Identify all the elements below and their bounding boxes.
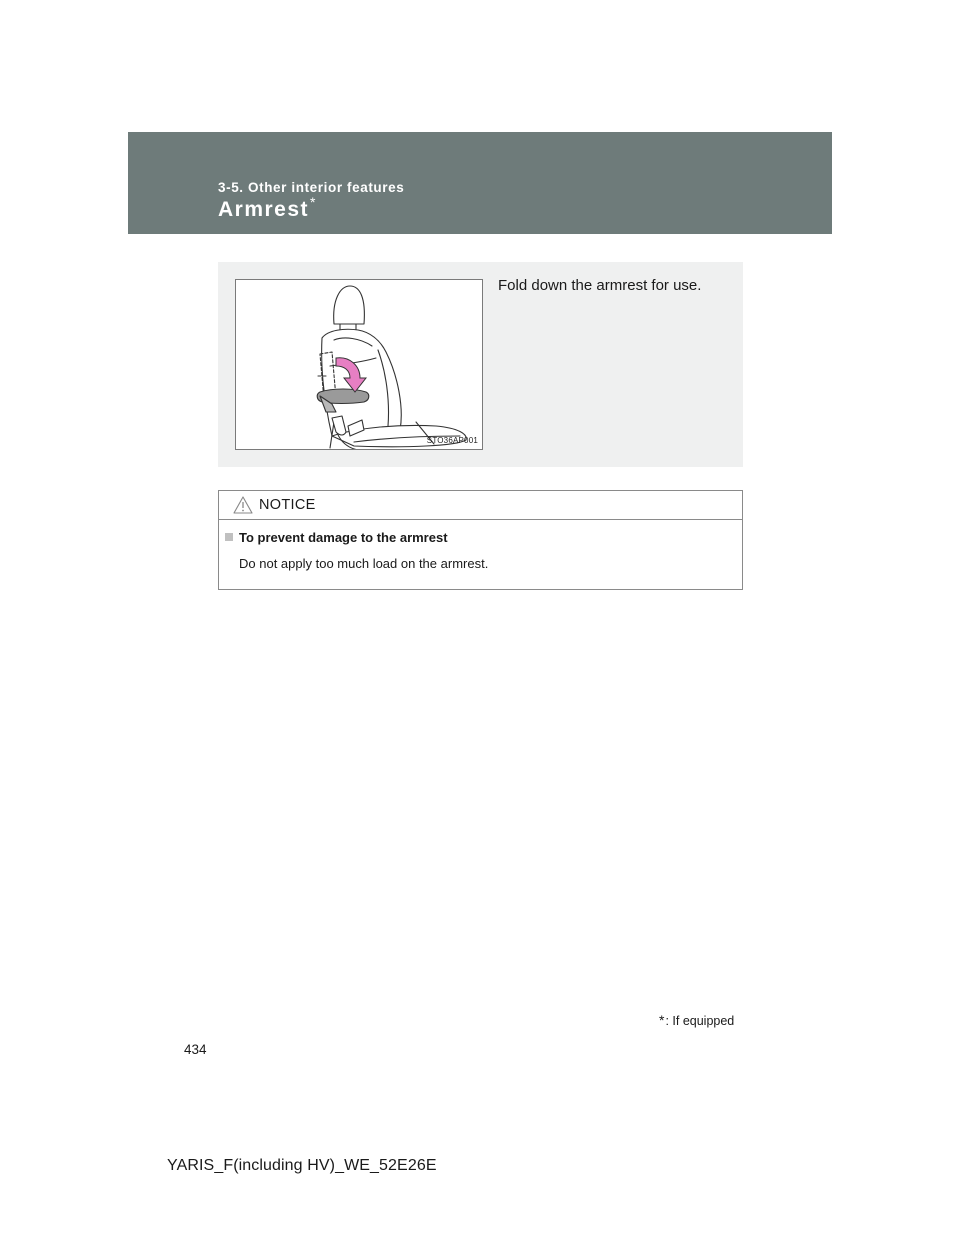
seat-armrest-illustration bbox=[235, 279, 483, 450]
notice-title: NOTICE bbox=[259, 497, 316, 513]
footnote-text: : If equipped bbox=[665, 1014, 735, 1028]
footnote-mark: * bbox=[659, 1012, 665, 1028]
warning-triangle-icon bbox=[233, 496, 253, 514]
figure-code: STO36AP001 bbox=[426, 436, 478, 445]
section-header-band bbox=[128, 132, 832, 234]
notice-header bbox=[219, 491, 742, 520]
figure-panel bbox=[218, 262, 743, 467]
notice-box bbox=[218, 490, 743, 590]
figure-caption: Fold down the armrest for use. bbox=[498, 277, 702, 294]
if-equipped-mark: * bbox=[310, 194, 317, 210]
section-label: 3-5. Other interior features bbox=[218, 180, 405, 195]
notice-heading: To prevent damage to the armrest bbox=[239, 530, 448, 545]
page-title bbox=[218, 194, 317, 222]
square-bullet-icon bbox=[225, 533, 233, 541]
notice-body: Do not apply too much load on the armrest. bbox=[239, 556, 489, 571]
seat-drawing-icon bbox=[236, 280, 483, 450]
footnote bbox=[659, 1012, 734, 1028]
document-id: YARIS_F(including HV)_WE_52E26E bbox=[167, 1157, 437, 1174]
page-number: 434 bbox=[184, 1042, 207, 1057]
page-title-text: Armrest bbox=[218, 198, 310, 221]
